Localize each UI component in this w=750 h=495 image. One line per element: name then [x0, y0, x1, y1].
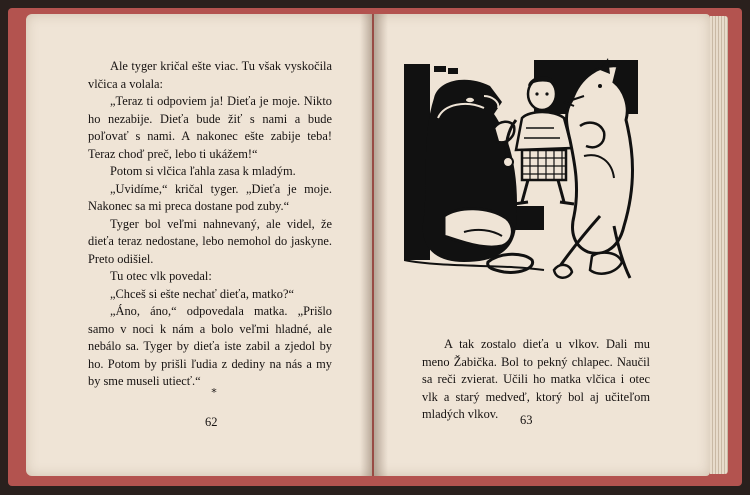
right-page-text — [422, 336, 650, 424]
paragraph: „Teraz ti odpoviem ja! Dieťa je moje. Nikto ho nezabije. Dieťa bude žiť s nami a bude poľovať s nami. A nakonec ešte zabije teba! Teraz choď preč, lebo ti ukážem!“ — [88, 94, 332, 161]
page-number-left: 62 — [205, 415, 218, 429]
paragraph: „Áno, áno,“ odpovedala matka. „Prišlo samo v noci k nám a bolo veľmi hladné, ale nebálo sa. Tyger by dieťa iste zabil a zjedol by ho. Potom by prišli ľudia z dediny na nás a my by sme museli utiecť.“ — [88, 304, 332, 388]
paragraph: Ale tyger kričal ešte viac. Tu však vyskočila vlčica a volala: — [88, 59, 332, 91]
paragraph: A tak zostalo dieťa u vlkov. Dali mu meno Žabička. Bol to pekný chlapec. Naučil sa reči zvierat. Učili ho matka vlčica i otec vlk a starý medveď, ktorý bol aj učiteľom mladých vlkov. — [422, 337, 650, 421]
paragraph: Tu otec vlk povedal: — [110, 269, 212, 283]
paragraph: „Chceš si ešte nechať dieťa, matko?“ — [110, 286, 294, 301]
paragraph: Potom si vlčica ľahla zasa k mladým. — [110, 164, 296, 178]
book-gutter — [360, 14, 388, 476]
left-page-text — [88, 58, 332, 391]
section-separator: * — [211, 386, 217, 399]
bear-boy-wolf-illustration — [404, 56, 642, 296]
page-stack-edge — [710, 16, 728, 474]
paragraph: Tyger bol veľmi nahnevaný, ale videl, že dieťa teraz nedostane, lebo nemohol do jaskyne. Preto odišiel. — [88, 216, 332, 266]
paragraph: „Uvidíme,“ kričal tyger. „Dieťa je moje. Nakonec sa mi preca dostane pod zuby.“ — [88, 181, 332, 213]
page-number-right: 63 — [520, 413, 533, 427]
